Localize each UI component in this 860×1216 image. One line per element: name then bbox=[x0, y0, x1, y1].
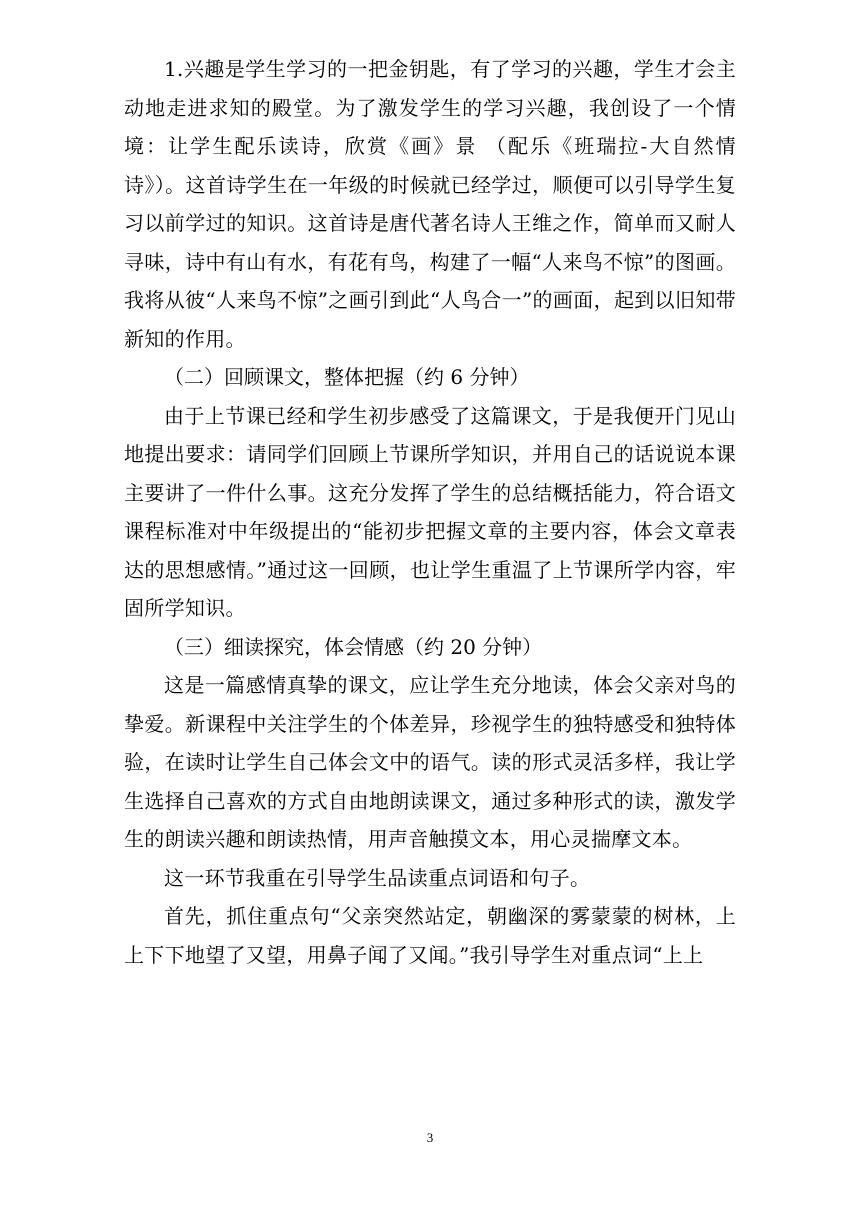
document-body bbox=[124, 50, 736, 974]
paragraph-close-reading: 这是一篇感情真挚的课文，应让学生充分地读，体会父亲对鸟的挚爱。新课程中关注学生的个体差异，珍视学生的独特感受和独特体验，在读时让学生自己体会文中的语气。读的形式灵活多样，我让学生选择自己喜欢的方式自由地朗读课文，通过多种形式的读，激发学生的朗读兴趣和朗读热情，用声音触摸文本，用心灵揣摩文本。 bbox=[124, 673, 736, 851]
section-heading-close-reading: （三）细读探究，体会情感（约 20 分钟） bbox=[164, 634, 543, 659]
page-number: 3 bbox=[426, 1130, 434, 1145]
paragraph-interest: 1.兴趣是学生学习的一把金钥匙，有了学习的兴趣，学生才会主动地走进求知的殿堂。为了激发学生的学习兴趣，我创设了一个情境：让学生配乐读诗，欣赏《画》景 （配乐《班瑞拉-大自然情诗》）。这首诗学生在一年级的时候就已经学过，顺便可以引导学生复习以前学过的知识。这首诗是唐代著名诗人王维之作，简单而又耐人寻味，诗中有山有水，有花有鸟，构建了一幅“人来鸟不惊”的图画。我将从彼“人来鸟不惊”之画引到此“人鸟合一”的画面，起到以旧知带新知的作用。 bbox=[124, 57, 736, 351]
paragraph-review: 由于上节课已经和学生初步感受了这篇课文，于是我便开门见山地提出要求：请同学们回顾上节课所学知识，并用自己的话说说本课主要讲了一件什么事。这充分发挥了学生的总结概括能力，符合语文课程标准对中年级提出的“能初步把握文章的主要内容，体会文章表达的思想感情。”通过这一回顾，也让学生重温了上节课所学内容，牢固所学知识。 bbox=[124, 403, 736, 620]
section-heading-review: （二）回顾课文，整体把握（约 6 分钟） bbox=[164, 365, 530, 389]
paragraph-focus: 这一环节我重在引导学生品读重点词语和句子。 bbox=[164, 865, 591, 890]
paragraph-first-key-sentence: 首先，抓住重点句“父亲突然站定，朝幽深的雾蒙蒙的树林，上上下下地望了又望，用鼻子闻了又闻。”我引导学生对重点词“上上 bbox=[124, 904, 736, 967]
